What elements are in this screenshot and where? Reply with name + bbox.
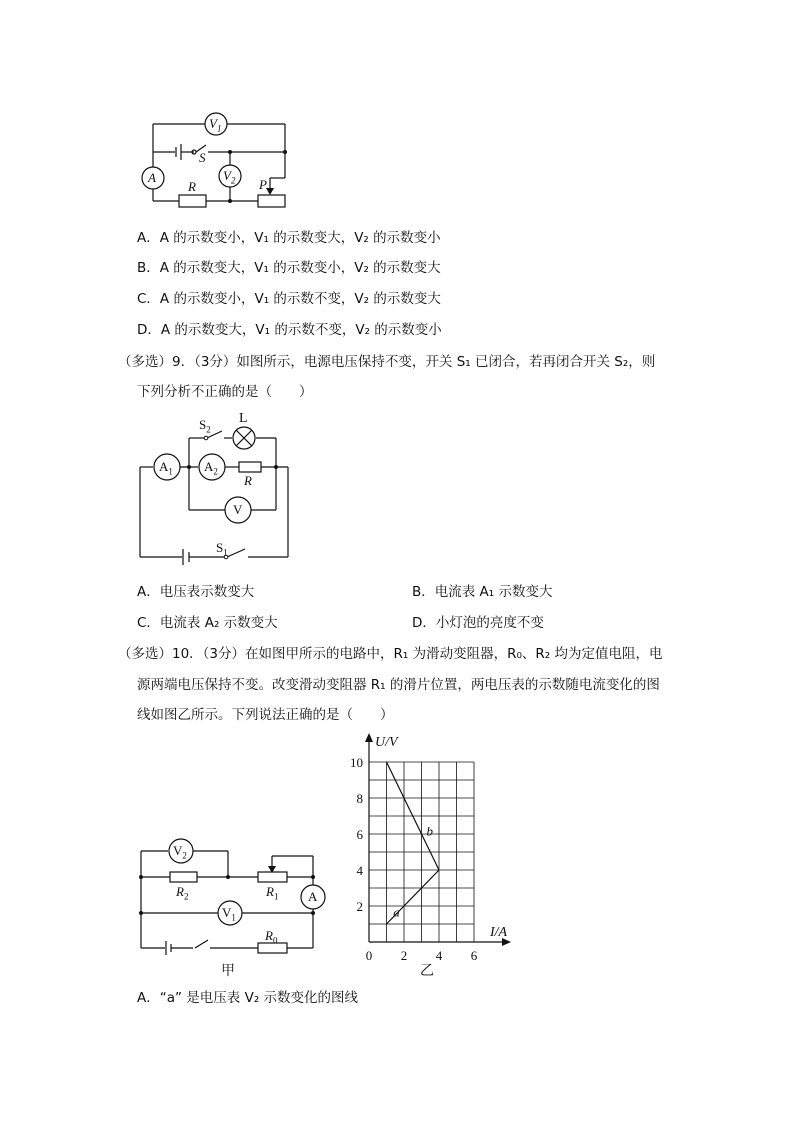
q10-v2-label: $V_2$: [173, 843, 187, 861]
q10-option-a: A．“a” 是电压表 V₂ 示数变化的图线: [137, 990, 359, 1006]
q8-option-b: B．A 的示数变大，V₁ 的示数变小，V₂ 的示数变大: [137, 260, 441, 276]
series-label-a: a: [393, 904, 400, 920]
x-tick-label: 4: [435, 948, 443, 963]
q9-a1-label: $A_1$: [159, 459, 173, 477]
q9-option-c: C．电流表 A₂ 示数变大: [137, 615, 278, 631]
y-tick-label: 8: [356, 791, 363, 806]
q9-s1-label: $S_1$: [216, 540, 228, 558]
q10-r2-label: $R_2$: [176, 884, 189, 902]
q9-s2-label: $S_2$: [199, 417, 211, 435]
q9-l-label: L: [239, 411, 248, 426]
y-tick-label: 10: [350, 755, 363, 770]
q9-v-label: V: [233, 502, 243, 517]
q8-option-a: A．A 的示数变小，V₁ 的示数变大，V₂ 的示数变小: [137, 230, 441, 246]
q10-r1-label: $R_1$: [266, 884, 279, 902]
q9-stem-line2: 下列分析不正确的是（ ）: [137, 384, 313, 400]
series-label-b: b: [426, 823, 433, 839]
y-tick-label: 2: [356, 899, 363, 914]
q9-option-b: B．电流表 A₁ 示数变大: [412, 584, 553, 600]
x-tick-label: 6: [470, 948, 478, 963]
q10-a-label: A: [308, 889, 318, 904]
q8-s-label: S: [199, 150, 206, 165]
q8-r-label: R: [188, 179, 196, 194]
q8-a-label: A: [148, 170, 156, 185]
x-tick-label: 2: [400, 948, 408, 963]
y-tick-label: 4: [356, 863, 363, 878]
x-axis-label: I/A: [490, 925, 508, 940]
q10-fig-jia-caption: 甲: [221, 963, 235, 979]
q8-p-label: P: [259, 177, 267, 192]
q10-fig-yi-caption: 乙: [420, 963, 434, 979]
y-axis-arrow: [365, 733, 373, 742]
q8-v2-label: $V_2$: [223, 168, 236, 186]
x-tick-label: 0: [365, 948, 373, 963]
q10-stem-line2: 源两端电压保持不变。改变滑动变阻器 R₁ 的滑片位置，两电压表的示数随电流变化的图: [137, 677, 660, 693]
q8-option-c: C．A 的示数变小，V₁ 的示数不变，V₂ 的示数变大: [137, 291, 441, 307]
q8-option-d: D．A 的示数变大，V₁ 的示数不变，V₂ 的示数变小: [137, 322, 442, 338]
q10-v1-label: $V_1$: [222, 905, 236, 923]
q9-r-label: R: [244, 473, 252, 488]
q9-stem-line1: （多选）9．（3分）如图所示，电源电压保持不变，开关 S₁ 已闭合，若再闭合开关 S₂，则: [118, 354, 656, 370]
q9-a2-label: $A_2$: [204, 459, 218, 477]
q9-option-d: D．小灯泡的亮度不变: [412, 615, 544, 631]
y-axis-label: U/V: [375, 735, 398, 750]
q9-option-a: A．电压表示数变大: [137, 584, 255, 600]
q8-v1-label: $V_1$: [209, 116, 222, 134]
y-tick-label: 6: [356, 827, 363, 842]
q10-stem-line1: （多选）10．（3分）在如图甲所示的电路中，R₁ 为滑动变阻器，R₀、R₂ 均为定值电阻，电: [118, 646, 663, 662]
q10-stem-line3: 线如图乙所示。下列说法正确的是（ ）: [137, 707, 394, 723]
q10-r0-label: $R_0$: [265, 928, 278, 946]
